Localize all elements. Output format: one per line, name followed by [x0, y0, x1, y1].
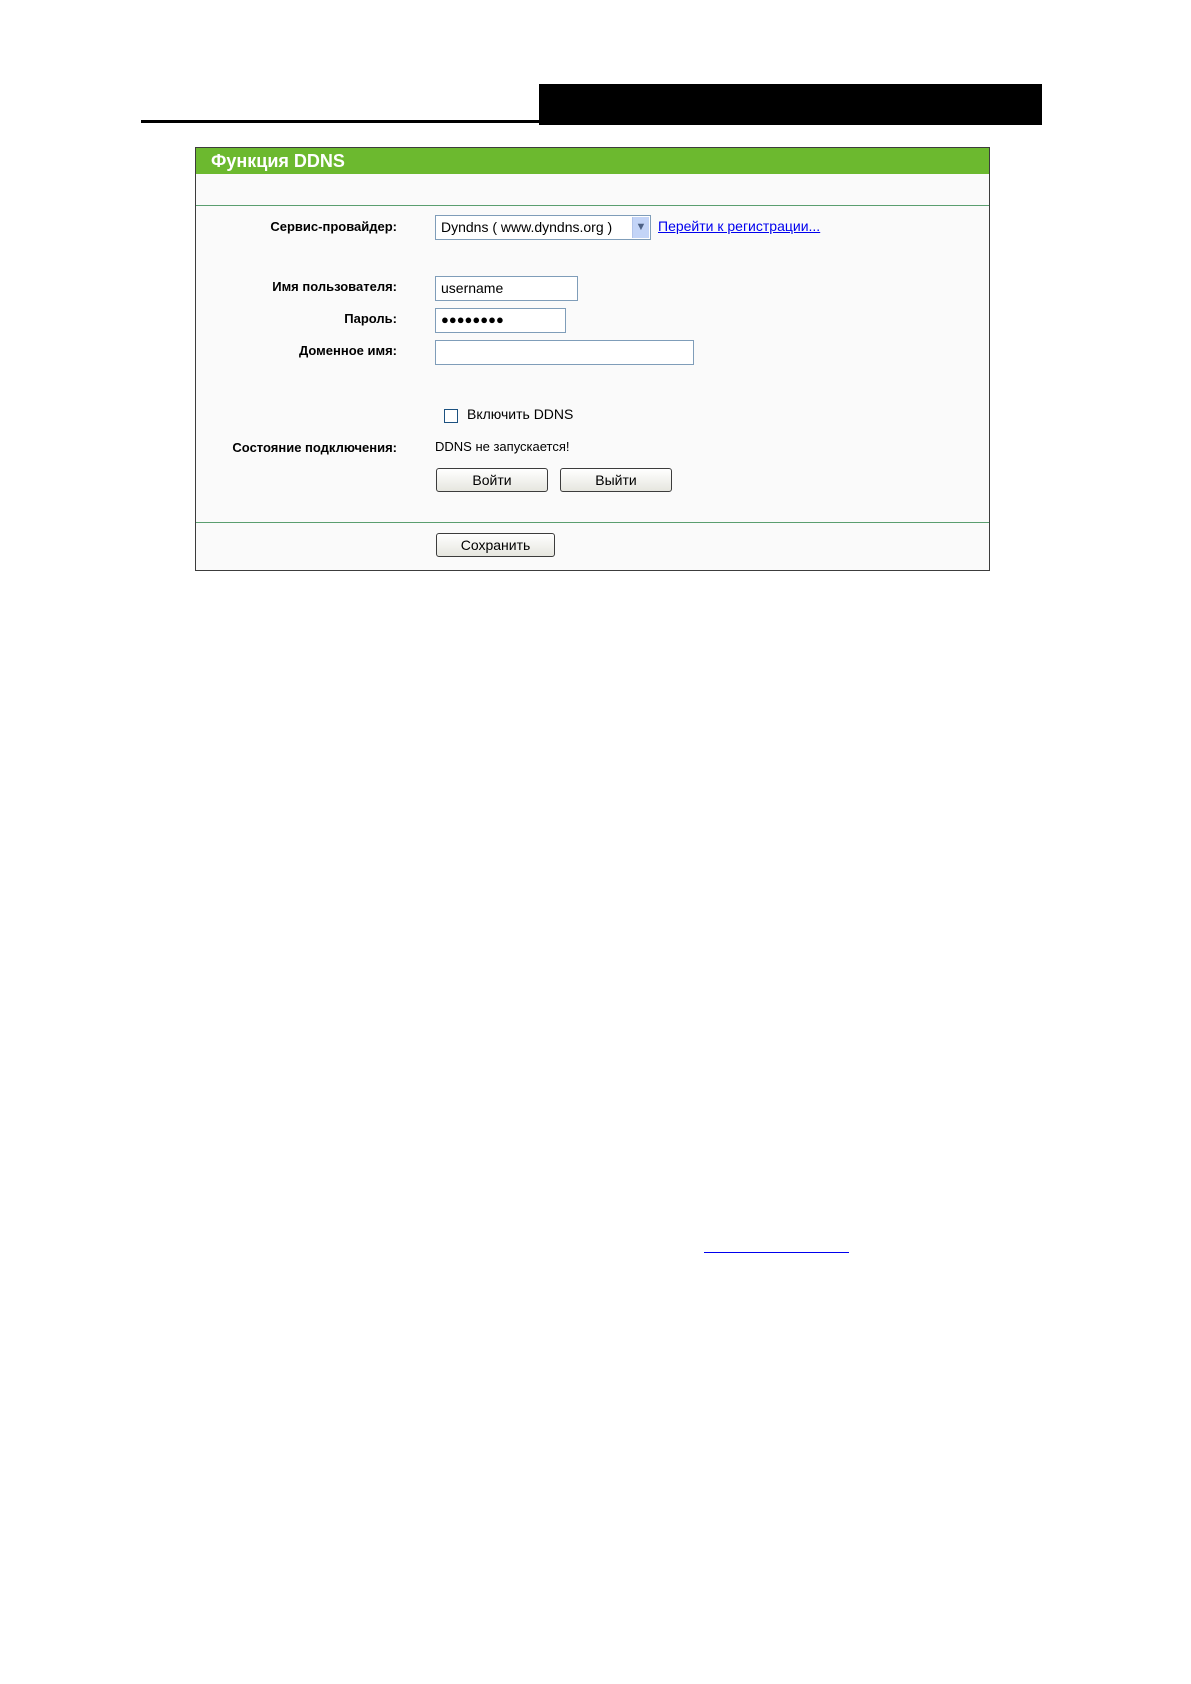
- password-input[interactable]: ●●●●●●●●: [435, 308, 566, 333]
- chevron-down-icon[interactable]: ▼: [632, 217, 649, 238]
- enable-ddns-label: Включить DDNS: [467, 406, 574, 422]
- bottom-separator: [196, 522, 989, 523]
- username-input[interactable]: username: [435, 276, 578, 301]
- domain-input[interactable]: [435, 340, 694, 365]
- ddns-settings-panel: [195, 147, 990, 571]
- register-link[interactable]: Перейти к регистрации...: [658, 218, 821, 234]
- username-label: Имя пользователя:: [272, 279, 397, 294]
- enable-ddns-checkbox[interactable]: [444, 409, 458, 423]
- panel-title: Функция DDNS: [196, 148, 989, 174]
- provider-select-value: Dyndns ( www.dyndns.org ): [441, 219, 613, 235]
- status-label: Состояние подключения:: [232, 440, 397, 455]
- page-header-rule: [141, 120, 1041, 123]
- login-button[interactable]: Войти: [436, 468, 548, 492]
- password-label: Пароль:: [344, 311, 397, 326]
- save-button[interactable]: Сохранить: [436, 533, 555, 557]
- page-header-block: [539, 84, 1042, 125]
- document-link-underline[interactable]: [704, 1252, 849, 1253]
- status-value: DDNS не запускается!: [435, 439, 570, 454]
- provider-select[interactable]: [435, 215, 651, 240]
- top-separator: [196, 205, 989, 206]
- logout-button[interactable]: Выйти: [560, 468, 672, 492]
- domain-label: Доменное имя:: [298, 343, 397, 358]
- provider-label: Сервис-провайдер:: [270, 219, 397, 234]
